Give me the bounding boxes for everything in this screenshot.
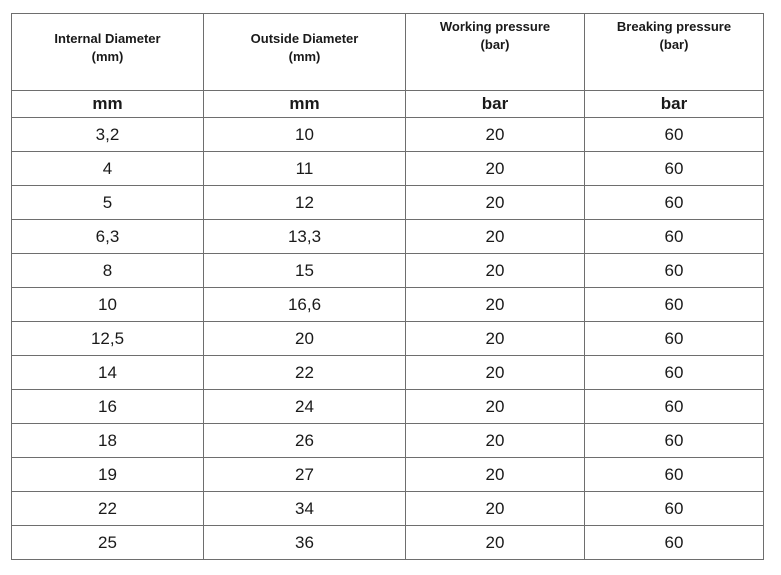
table-cell: 6,3: [12, 220, 204, 254]
hose-spec-table: [11, 13, 764, 560]
table-cell: 24: [204, 390, 406, 424]
header-unit: (bar): [659, 37, 689, 52]
table-cell: 19: [12, 458, 204, 492]
table-cell: 36: [204, 526, 406, 560]
table-cell: 60: [585, 254, 764, 288]
table-cell: 15: [204, 254, 406, 288]
table-cell: 20: [406, 322, 585, 356]
header-unit: (mm): [288, 49, 321, 64]
table-row: [12, 424, 764, 458]
table-cell: 60: [585, 322, 764, 356]
table-cell: 20: [406, 288, 585, 322]
header-row: [12, 14, 764, 91]
table-body: [12, 118, 764, 560]
table-cell: 18: [12, 424, 204, 458]
table-cell: 20: [406, 152, 585, 186]
header-title: Working pressure: [439, 19, 551, 34]
table-cell: 20: [406, 186, 585, 220]
table-cell: 60: [585, 526, 764, 560]
header-working-pressure: [406, 14, 585, 91]
table-cell: 20: [406, 254, 585, 288]
table-cell: 22: [12, 492, 204, 526]
table-cell: 20: [406, 220, 585, 254]
header-internal-diameter: [12, 14, 204, 91]
table-row: [12, 186, 764, 220]
unit-cell: bar: [585, 91, 764, 118]
table-cell: 27: [204, 458, 406, 492]
unit-row: [12, 91, 764, 118]
header-breaking-pressure: [585, 14, 764, 91]
table-cell: 60: [585, 356, 764, 390]
table-cell: 60: [585, 220, 764, 254]
table-cell: 20: [406, 390, 585, 424]
table-cell: 20: [406, 526, 585, 560]
table-row: [12, 152, 764, 186]
table-cell: 8: [12, 254, 204, 288]
table-cell: 20: [406, 118, 585, 152]
table-cell: 60: [585, 458, 764, 492]
header-unit: (bar): [480, 37, 510, 52]
unit-cell: mm: [12, 91, 204, 118]
table-row: [12, 220, 764, 254]
header-unit: (mm): [91, 49, 124, 64]
table-cell: 11: [204, 152, 406, 186]
table-row: [12, 118, 764, 152]
table-cell: 12: [204, 186, 406, 220]
table-cell: 5: [12, 186, 204, 220]
table-cell: 60: [585, 152, 764, 186]
table-cell: 20: [406, 492, 585, 526]
unit-cell: bar: [406, 91, 585, 118]
table-row: [12, 356, 764, 390]
table-cell: 22: [204, 356, 406, 390]
table-cell: 13,3: [204, 220, 406, 254]
table-row: [12, 390, 764, 424]
table-cell: 10: [204, 118, 406, 152]
table-cell: 60: [585, 492, 764, 526]
table-cell: 60: [585, 424, 764, 458]
table-cell: 16: [12, 390, 204, 424]
header-title: Outside Diameter: [250, 31, 359, 46]
table-row: [12, 492, 764, 526]
table-row: [12, 322, 764, 356]
table-cell: 60: [585, 288, 764, 322]
table-cell: 4: [12, 152, 204, 186]
header-title: Internal Diameter: [54, 31, 161, 46]
table-cell: 60: [585, 118, 764, 152]
table-row: [12, 288, 764, 322]
table-cell: 10: [12, 288, 204, 322]
table-row: [12, 254, 764, 288]
table-cell: 60: [585, 390, 764, 424]
table-row: [12, 526, 764, 560]
table-cell: 20: [204, 322, 406, 356]
table-cell: 34: [204, 492, 406, 526]
table-cell: 14: [12, 356, 204, 390]
table-cell: 60: [585, 186, 764, 220]
header-title: Breaking pressure: [616, 19, 732, 34]
table-row: [12, 458, 764, 492]
table-cell: 25: [12, 526, 204, 560]
table-cell: 20: [406, 458, 585, 492]
table-cell: 3,2: [12, 118, 204, 152]
unit-cell: mm: [204, 91, 406, 118]
header-outside-diameter: [204, 14, 406, 91]
table-cell: 16,6: [204, 288, 406, 322]
table-cell: 20: [406, 356, 585, 390]
table-cell: 26: [204, 424, 406, 458]
table-cell: 12,5: [12, 322, 204, 356]
table-cell: 20: [406, 424, 585, 458]
